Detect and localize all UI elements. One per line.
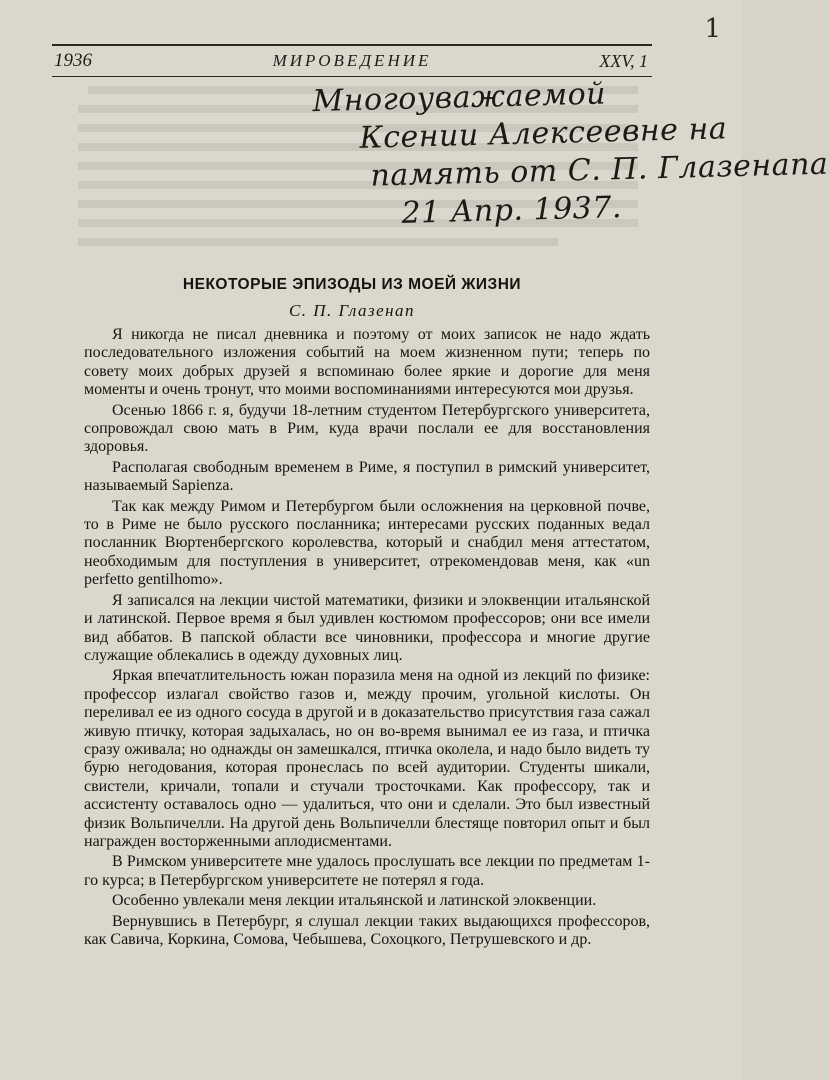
- inscription-line-4: 21 Апр. 1937.: [401, 190, 623, 231]
- paragraph: Вернувшись в Петербург, я слушал лекции таких выдающихся профессоров, как Савича, Коркина, Сомова, Чебышева, Сохоцкого, Петрушевского и др.: [84, 912, 650, 948]
- paragraph: Я записался на лекции чистой математики, физики и элоквенции итальянской и латинской. Первое время я был удивлен костюмом профессоров; они все имели вид аббатов. В папской области все чиновники, профессора и многие другие служащие облекались в одежду духовных лиц.: [84, 591, 650, 664]
- paragraph: Осенью 1866 г. я, будучи 18-летним студентом Петербургского университета, сопровождал свою мать в Рим, куда врачи послали ее для восстановления здоровья.: [84, 401, 650, 456]
- inscription-line-1: Многоуважаемой: [312, 76, 607, 120]
- handwritten-inscription: [298, 73, 829, 236]
- header-volume: XXV, 1: [599, 51, 648, 71]
- inscription-line-2: Ксении Алексеевне на: [359, 111, 728, 156]
- inscription-line-3: память от С. П. Глазенапа: [370, 146, 829, 194]
- paragraph: Так как между Римом и Петербургом были осложнения на церковной почве, то в Риме не было русского посланника; интересами русских поданных ведал посланник Вюртенбергского королевства, который и снабдил меня аттестатом, необходимым для поступления в университет, отрекомендовав меня, как «un perfetto gentilhomo».: [84, 497, 650, 589]
- margin-pencil-mark: 1: [704, 14, 721, 44]
- paragraph: В Римском университете мне удалось прослушать все лекции по предметам 1-го курса; в Петербургском университете не потерял я года.: [84, 853, 650, 889]
- running-header: [52, 48, 652, 74]
- paragraph: Я никогда не писал дневника и поэтому от моих записок не надо ждать последовательного изложения событий на моем жизненном пути; теперь по совету моих добрых друзей я вспоминаю более яркие и дорогие для меня моменты и очень тронут, что моими воспоминаниями интересуются мои друзья.: [84, 326, 650, 399]
- header-journal: МИРОВЕДЕНИЕ: [272, 51, 432, 70]
- paragraph: Яркая впечатлительность южан поразила меня на одной из лекций по физике: профессор излагал свойство газов и, между прочим, угольной кислоты. Он переливал ее из одного сосуда в другой и в доказательство присутствия газа сажал живую птичку, которая задыхалась, но он во-время вынимал ее из газа, и птичка сразу оживала; но однажды он замешкался, птичка околела, и надо было видеть ту бурю негодования, которая пронеслась по всей аудитории. Студенты шикали, свистели, кричали, топали и стучали тросточками. Как профессору, так и ассистенту оставалось одно — удалиться, что они и сделали. Это был известный физик Вольпичелли. На другой день Вольпичелли блестяще повторил опыт и был награжден восторженными аплодисментами.: [84, 667, 650, 850]
- top-rule: [52, 44, 652, 46]
- article-body: [84, 326, 650, 951]
- article-title: НЕКОТОРЫЕ ЭПИЗОДЫ ИЗ МОЕЙ ЖИЗНИ: [182, 276, 522, 293]
- paragraph: Располагая свободным временем в Риме, я поступил в римский университет, называемый Sapienza.: [84, 458, 650, 495]
- paragraph: Особенно увлекали меня лекции итальянской и латинской элоквенции.: [112, 892, 597, 910]
- header-year: 1936: [54, 50, 92, 71]
- article-author: С. П. Глазенап: [288, 301, 416, 320]
